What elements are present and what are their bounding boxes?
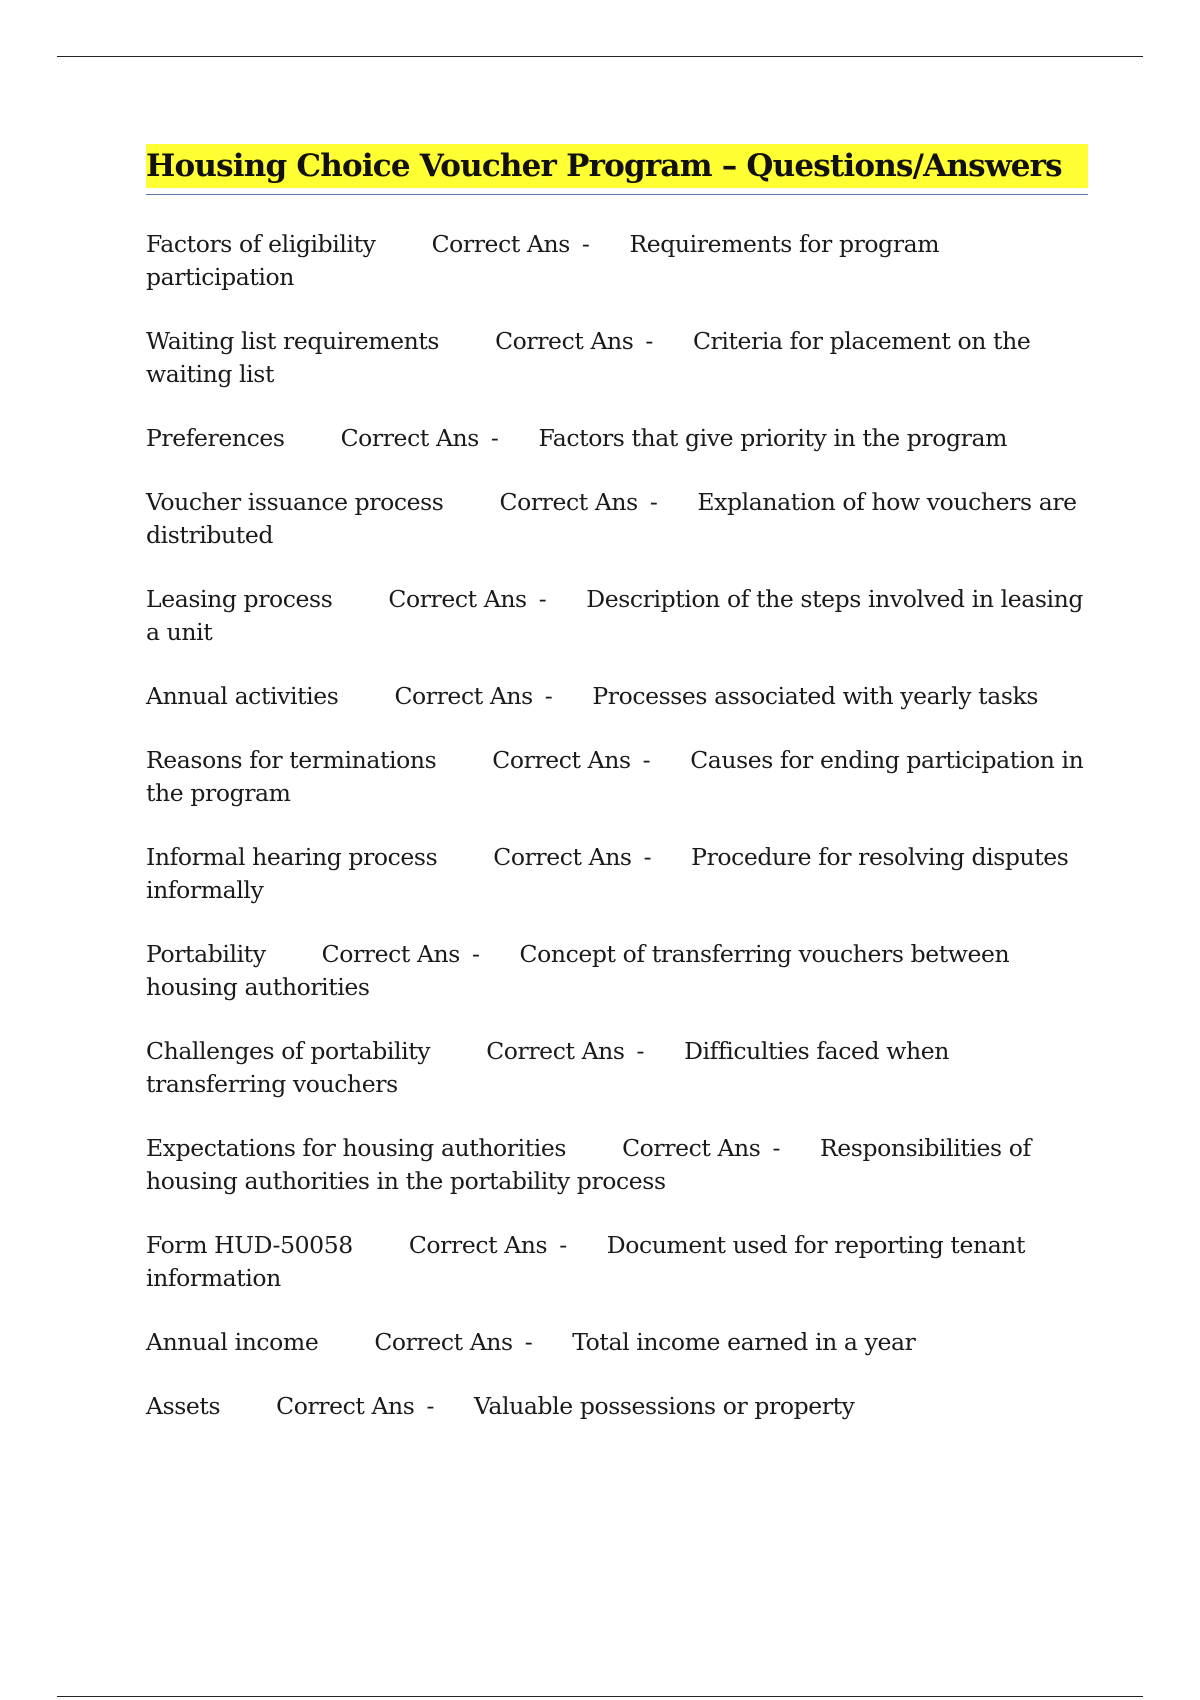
qa-item [146, 744, 1088, 810]
qa-term: Annual activities [146, 682, 339, 710]
page-title: Housing Choice Voucher Program – Questions/Answers [146, 144, 1088, 188]
qa-answer: Procedure for resolving disputes informally [146, 843, 1069, 904]
qa-answer: Responsibilities of housing authorities in the portability process [146, 1134, 1031, 1195]
qa-term: Form HUD-50058 [146, 1231, 353, 1259]
qa-item [146, 325, 1088, 391]
qa-separator: Correct Ans - [431, 230, 590, 258]
qa-item [146, 1326, 1088, 1359]
qa-item [146, 938, 1088, 1004]
qa-item [146, 1390, 1088, 1423]
qa-term: Voucher issuance process [146, 488, 444, 516]
qa-separator: Correct Ans - [495, 327, 653, 355]
qa-answer: Processes associated with yearly tasks [592, 682, 1038, 710]
qa-term: Portability [146, 940, 266, 968]
qa-term: Challenges of portability [146, 1037, 431, 1065]
qa-separator: Correct Ans - [340, 424, 499, 452]
qa-answer: Total income earned in a year [572, 1328, 916, 1356]
qa-term: Informal hearing process [146, 843, 438, 871]
qa-answer: Concept of transferring vouchers between housing authorities [146, 940, 1010, 1001]
bottom-rule [57, 1696, 1143, 1697]
qa-item [146, 1132, 1088, 1198]
qa-answer: Document used for reporting tenant information [146, 1231, 1026, 1292]
qa-item [146, 486, 1088, 552]
qa-separator: Correct Ans - [622, 1134, 780, 1162]
qa-term: Preferences [146, 424, 285, 452]
qa-separator: Correct Ans - [321, 940, 480, 968]
qa-term: Waiting list requirements [146, 327, 440, 355]
qa-answer: Causes for ending participation in the program [146, 746, 1084, 807]
qa-answer: Difficulties faced when transferring vouchers [146, 1037, 949, 1098]
qa-separator: Correct Ans - [486, 1037, 645, 1065]
qa-item [146, 1035, 1088, 1101]
qa-item [146, 1229, 1088, 1295]
qa-term: Factors of eligibility [146, 230, 376, 258]
qa-answer: Description of the steps involved in leasing a unit [146, 585, 1084, 646]
qa-separator: Correct Ans - [493, 843, 652, 871]
qa-separator: Correct Ans - [388, 585, 547, 613]
qa-item [146, 422, 1088, 455]
qa-term: Expectations for housing authorities [146, 1134, 567, 1162]
title-block [146, 144, 1088, 195]
qa-term: Assets [146, 1392, 221, 1420]
qa-separator: Correct Ans - [499, 488, 658, 516]
qa-term: Annual income [146, 1328, 319, 1356]
qa-answer: Requirements for program participation [146, 230, 940, 291]
qa-answer: Factors that give priority in the program [538, 424, 1007, 452]
qa-item [146, 680, 1088, 713]
qa-term: Leasing process [146, 585, 333, 613]
qa-answer: Criteria for placement on the waiting list [146, 327, 1031, 388]
document-body [146, 144, 1088, 1454]
qa-item [146, 841, 1088, 907]
qa-item [146, 228, 1088, 294]
qa-answer: Valuable possessions or property [474, 1392, 855, 1420]
qa-separator: Correct Ans - [408, 1231, 567, 1259]
qa-separator: Correct Ans - [492, 746, 651, 774]
top-rule [57, 56, 1143, 57]
qa-separator: Correct Ans - [394, 682, 553, 710]
qa-separator: Correct Ans - [276, 1392, 435, 1420]
qa-item [146, 583, 1088, 649]
qa-separator: Correct Ans - [374, 1328, 533, 1356]
qa-answer: Explanation of how vouchers are distributed [146, 488, 1077, 549]
qa-term: Reasons for terminations [146, 746, 437, 774]
